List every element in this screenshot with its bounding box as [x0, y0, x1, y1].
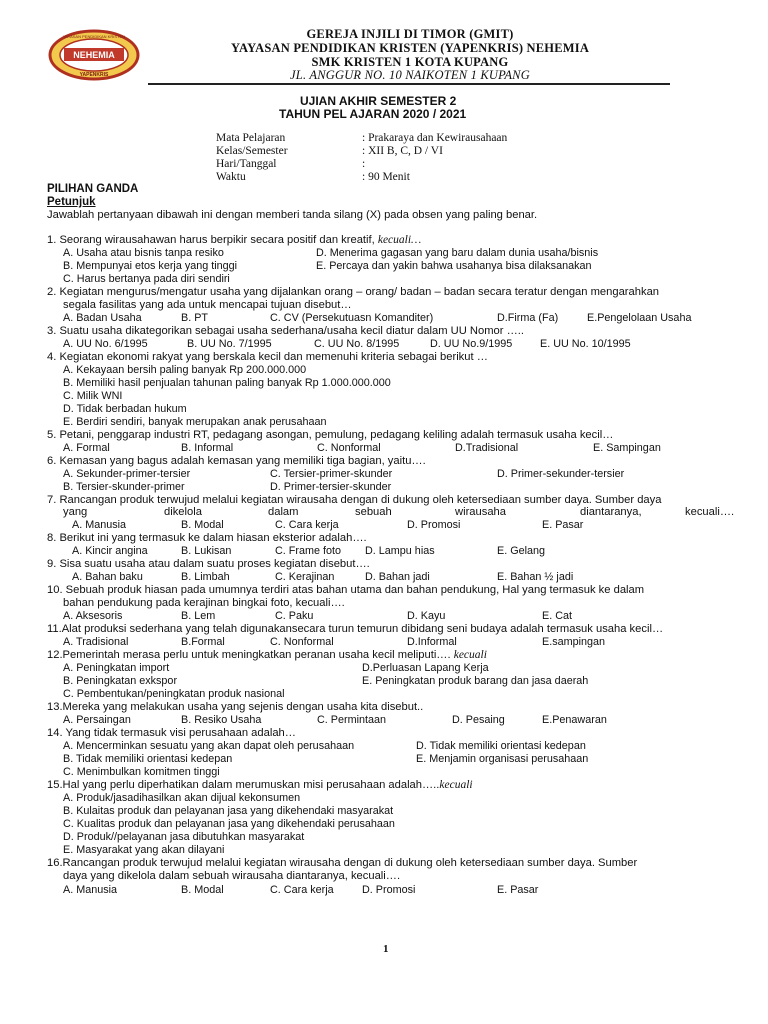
- option: D. Tidak berbadan hukum: [63, 403, 187, 415]
- option: A. Formal: [63, 442, 110, 454]
- option: A. Bahan baku: [72, 571, 143, 583]
- option: A. Produk/jasadihasilkan akan dijual kekonsumen: [63, 792, 301, 804]
- question-7-word: yang: [63, 506, 88, 518]
- option: E. Percaya dan yakin bahwa usahanya bisa dilaksanakan: [316, 260, 592, 272]
- question-2: 2. Kegiatan mengurus/mengatur usaha yang dijalankan orang – orang/ badan – badan secara teratur dengan mengarahkan: [47, 286, 660, 298]
- question-10: 10. Sebuah produk hiasan pada umumnya terdiri atas bahan utama dan bahan pendukung, Hal yang termasuk ke dalam: [47, 584, 645, 596]
- question-1: 1. Seorang wirausahawan harus berpikir secara positif dan kreatif, kecuali…: [47, 234, 422, 246]
- option: D.Firma (Fa): [497, 312, 559, 324]
- question-10-cont: bahan pendukung pada kerajinan bingkai foto, kecuali….: [63, 597, 345, 609]
- option: C. Paku: [275, 610, 314, 622]
- option: D. Tidak memiliki orientasi kedepan: [416, 740, 586, 752]
- header-divider: [148, 83, 670, 85]
- logo-top-text: YAYASAN PENDIDIKAN KRISTEN: [62, 34, 126, 39]
- info-label: Hari/Tanggal: [216, 158, 277, 170]
- info-label: Kelas/Semester: [216, 145, 288, 157]
- option: A. Usaha atau bisnis tanpa resiko: [63, 247, 224, 259]
- page-number: 1: [383, 943, 389, 955]
- option: C. UU No. 8/1995: [314, 338, 400, 350]
- option: C. Tersier-primer-skunder: [270, 468, 393, 480]
- option: E. Peningkatan produk barang dan jasa daerah: [362, 675, 589, 687]
- option: E.sampingan: [542, 636, 606, 648]
- info-value: :: [362, 158, 366, 170]
- option: D. Promosi: [362, 884, 416, 896]
- question-9: 9. Sisa suatu usaha atau dalam suatu proses kegiatan disebut….: [47, 558, 370, 570]
- option: C. Nonformal: [270, 636, 334, 648]
- option: E.Pengelolaan Usaha: [587, 312, 692, 324]
- question-16-cont: daya yang dikelola dalam sebuah wirausaha diantaranya, kecuali….: [63, 870, 401, 882]
- petunjuk-text: Jawablah pertanyaan dibawah ini dengan memberi tanda silang (X) pada obsen yang paling benar.: [47, 209, 538, 221]
- option: B. Peningkatan exkspor: [63, 675, 178, 687]
- option: C. Permintaan: [317, 714, 387, 726]
- option: B. Lem: [181, 610, 216, 622]
- option: B. Memiliki hasil penjualan tahunan paling banyak Rp 1.000.000.000: [63, 377, 391, 389]
- option: E. Bahan ½ jadi: [497, 571, 574, 583]
- option: A. Tradisional: [63, 636, 129, 648]
- option: B. Tidak memiliki orientasi kedepan: [63, 753, 233, 765]
- option: D. Primer-tersier-skunder: [270, 481, 392, 493]
- exam-title: UJIAN AKHIR SEMESTER 2: [300, 94, 457, 108]
- question-4: 4. Kegiatan ekonomi rakyat yang berskala kecil dan memenuhi kriteria sebagai berikut …: [47, 351, 488, 363]
- option: C. Cara kerja: [275, 519, 339, 531]
- option: C. Milik WNI: [63, 390, 123, 402]
- option: D. Primer-sekunder-tersier: [497, 468, 625, 480]
- question-7-word: dikelola: [164, 506, 202, 518]
- question-7-word: sebuah: [355, 506, 392, 518]
- option: D. Kayu: [407, 610, 446, 622]
- option: E. Masyarakat yang akan dilayani: [63, 844, 225, 856]
- option: D. Menerima gagasan yang baru dalam dunia usaha/bisnis: [316, 247, 599, 259]
- info-label: Waktu: [216, 171, 246, 183]
- question-7-word: kecuali….: [685, 506, 735, 518]
- header-line-2: YAYASAN PENDIDIKAN KRISTEN (YAPENKRIS) NEHEMIA: [230, 41, 590, 55]
- option: C. Harus bertanya pada diri sendiri: [63, 273, 230, 285]
- option: B. UU No. 7/1995: [187, 338, 272, 350]
- question-13: 13.Mereka yang melakukan usaha yang sejenis dengan usaha kita disebut..: [47, 701, 424, 713]
- question-7: 7. Rancangan produk terwujud melalui kegiatan wirausaha dengan di dukung oleh ketersediaan sumber daya. Sumber daya: [47, 494, 662, 506]
- option: D.Tradisional: [455, 442, 519, 454]
- question-2-cont: segala fasilitas yang ada untuk mencapai tujuan disebut…: [63, 299, 352, 311]
- option: B. Mempunyai etos kerja yang tinggi: [63, 260, 238, 272]
- option: D. Produk//pelayanan jasa dibutuhkan masyarakat: [63, 831, 305, 843]
- option: E.Penawaran: [542, 714, 607, 726]
- option: C. Frame foto: [275, 545, 341, 557]
- option: C. Menimbulkan komitmen tinggi: [63, 766, 220, 778]
- question-7-word: dalam: [268, 506, 299, 518]
- option: A. Manusia: [72, 519, 127, 531]
- option: C. Nonformal: [317, 442, 381, 454]
- option: C. Cara kerja: [270, 884, 334, 896]
- option: C. CV (Persekutuasn Komanditer): [270, 312, 434, 324]
- option: A. Manusia: [63, 884, 118, 896]
- logo-name: NEHEMIA: [73, 50, 115, 60]
- option: E. Pasar: [542, 519, 584, 531]
- option: B. Modal: [181, 519, 224, 531]
- option: E. Pasar: [497, 884, 539, 896]
- option: A. Aksesoris: [63, 610, 123, 622]
- option: D. Bahan jadi: [365, 571, 430, 583]
- info-label: Mata Pelajaran: [216, 132, 286, 144]
- question-11: 11.Alat produksi sederhana yang telah digunakansecara turun temurun dibidang seni budaya adalah termasuk usaha kecil…: [47, 623, 664, 635]
- option: A. Kekayaan bersih paling banyak Rp 200.000.000: [63, 364, 307, 376]
- question-6: 6. Kemasan yang bagus adalah kemasan yang memiliki tiga bagian, yaitu….: [47, 455, 426, 467]
- option: E. UU No. 10/1995: [540, 338, 631, 350]
- option: E. Cat: [542, 610, 573, 622]
- option: C. Pembentukan/peningkatan produk nasional: [63, 688, 285, 700]
- logo-bottom-text: YAPENKRIS: [79, 72, 109, 78]
- header-line-3: SMK KRISTEN 1 KOTA KUPANG: [311, 55, 509, 69]
- option: E. Berdiri sendiri, banyak merupakan anak perusahaan: [63, 416, 327, 428]
- info-value: : 90 Menit: [362, 171, 410, 183]
- question-5: 5. Petani, penggarap industri RT, pedagang asongan, pemulung, pedagang keliling adalah termasuk usaha kecil…: [47, 429, 614, 441]
- option: A. Badan Usaha: [63, 312, 142, 324]
- header-line-1: GEREJA INJILI DI TIMOR (GMIT): [306, 27, 514, 41]
- option: E. Menjamin organisasi perusahaan: [416, 753, 589, 765]
- question-15: 15.Hal yang perlu diperhatikan dalam merumuskan misi perusahaan adalah…..kecuali: [47, 779, 473, 791]
- option: D. Pesaing: [452, 714, 505, 726]
- option: C. Kerajinan: [275, 571, 335, 583]
- petunjuk-label: Petunjuk: [47, 196, 96, 208]
- question-7-word: diantaranya,: [580, 506, 642, 518]
- option: D. Lampu hias: [365, 545, 435, 557]
- option: A. Persaingan: [63, 714, 131, 726]
- option: A. Kincir angina: [72, 545, 148, 557]
- option: B. Resiko Usaha: [181, 714, 262, 726]
- option: B. Modal: [181, 884, 224, 896]
- option: B. PT: [181, 312, 208, 324]
- option: D. UU No.9/1995: [430, 338, 513, 350]
- option: B. Tersier-skunder-primer: [63, 481, 185, 493]
- question-3: 3. Suatu usaha dikategorikan sebagai usaha sederhana/usaha kecil diatur dalam UU Nomor …..: [47, 325, 524, 337]
- option: B.Formal: [181, 636, 225, 648]
- option: B. Lukisan: [181, 545, 232, 557]
- option: C. Kualitas produk dan pelayanan jasa yang dikehendaki perusahaan: [63, 818, 395, 830]
- option: E. Gelang: [497, 545, 546, 557]
- info-value: : Prakaraya dan Kewirausahaan: [362, 132, 508, 144]
- section-title: PILIHAN GANDA: [47, 183, 139, 195]
- option: A. Sekunder-primer-tersier: [63, 468, 191, 480]
- exam-year: TAHUN PEL AJARAN 2020 / 2021: [279, 107, 467, 121]
- option: B. Informal: [181, 442, 234, 454]
- option: B. Kulaitas produk dan pelayanan jasa yang dikehendaki masyarakat: [63, 805, 394, 817]
- option: A. UU No. 6/1995: [63, 338, 148, 350]
- school-logo: [48, 29, 140, 81]
- option: B. Limbah: [181, 571, 230, 583]
- question-7-word: wirausaha: [455, 506, 506, 518]
- option: D.Informal: [407, 636, 457, 648]
- header-address: JL. ANGGUR NO. 10 NAIKOTEN 1 KUPANG: [290, 68, 530, 82]
- question-16: 16.Rancangan produk terwujud melalui kegiatan wirausaha dengan di dukung oleh ketersediaan sumber daya. Sumber: [47, 857, 638, 869]
- question-8: 8. Berikut ini yang termasuk ke dalam hiasan eksterior adalah….: [47, 532, 367, 544]
- info-value: : XII B, C, D / VI: [362, 145, 443, 157]
- question-14: 14. Yang tidak termasuk visi perusahaan adalah…: [47, 727, 296, 739]
- option: D.Perluasan Lapang Kerja: [362, 662, 489, 674]
- option: E. Sampingan: [593, 442, 661, 454]
- option: D. Promosi: [407, 519, 461, 531]
- option: A. Peningkatan import: [63, 662, 170, 674]
- question-12: 12.Pemerintah merasa perlu untuk meningkatkan peranan usaha kecil meliputi…. kecuali: [47, 649, 487, 661]
- option: A. Mencerminkan sesuatu yang akan dapat oleh perusahaan: [63, 740, 355, 752]
